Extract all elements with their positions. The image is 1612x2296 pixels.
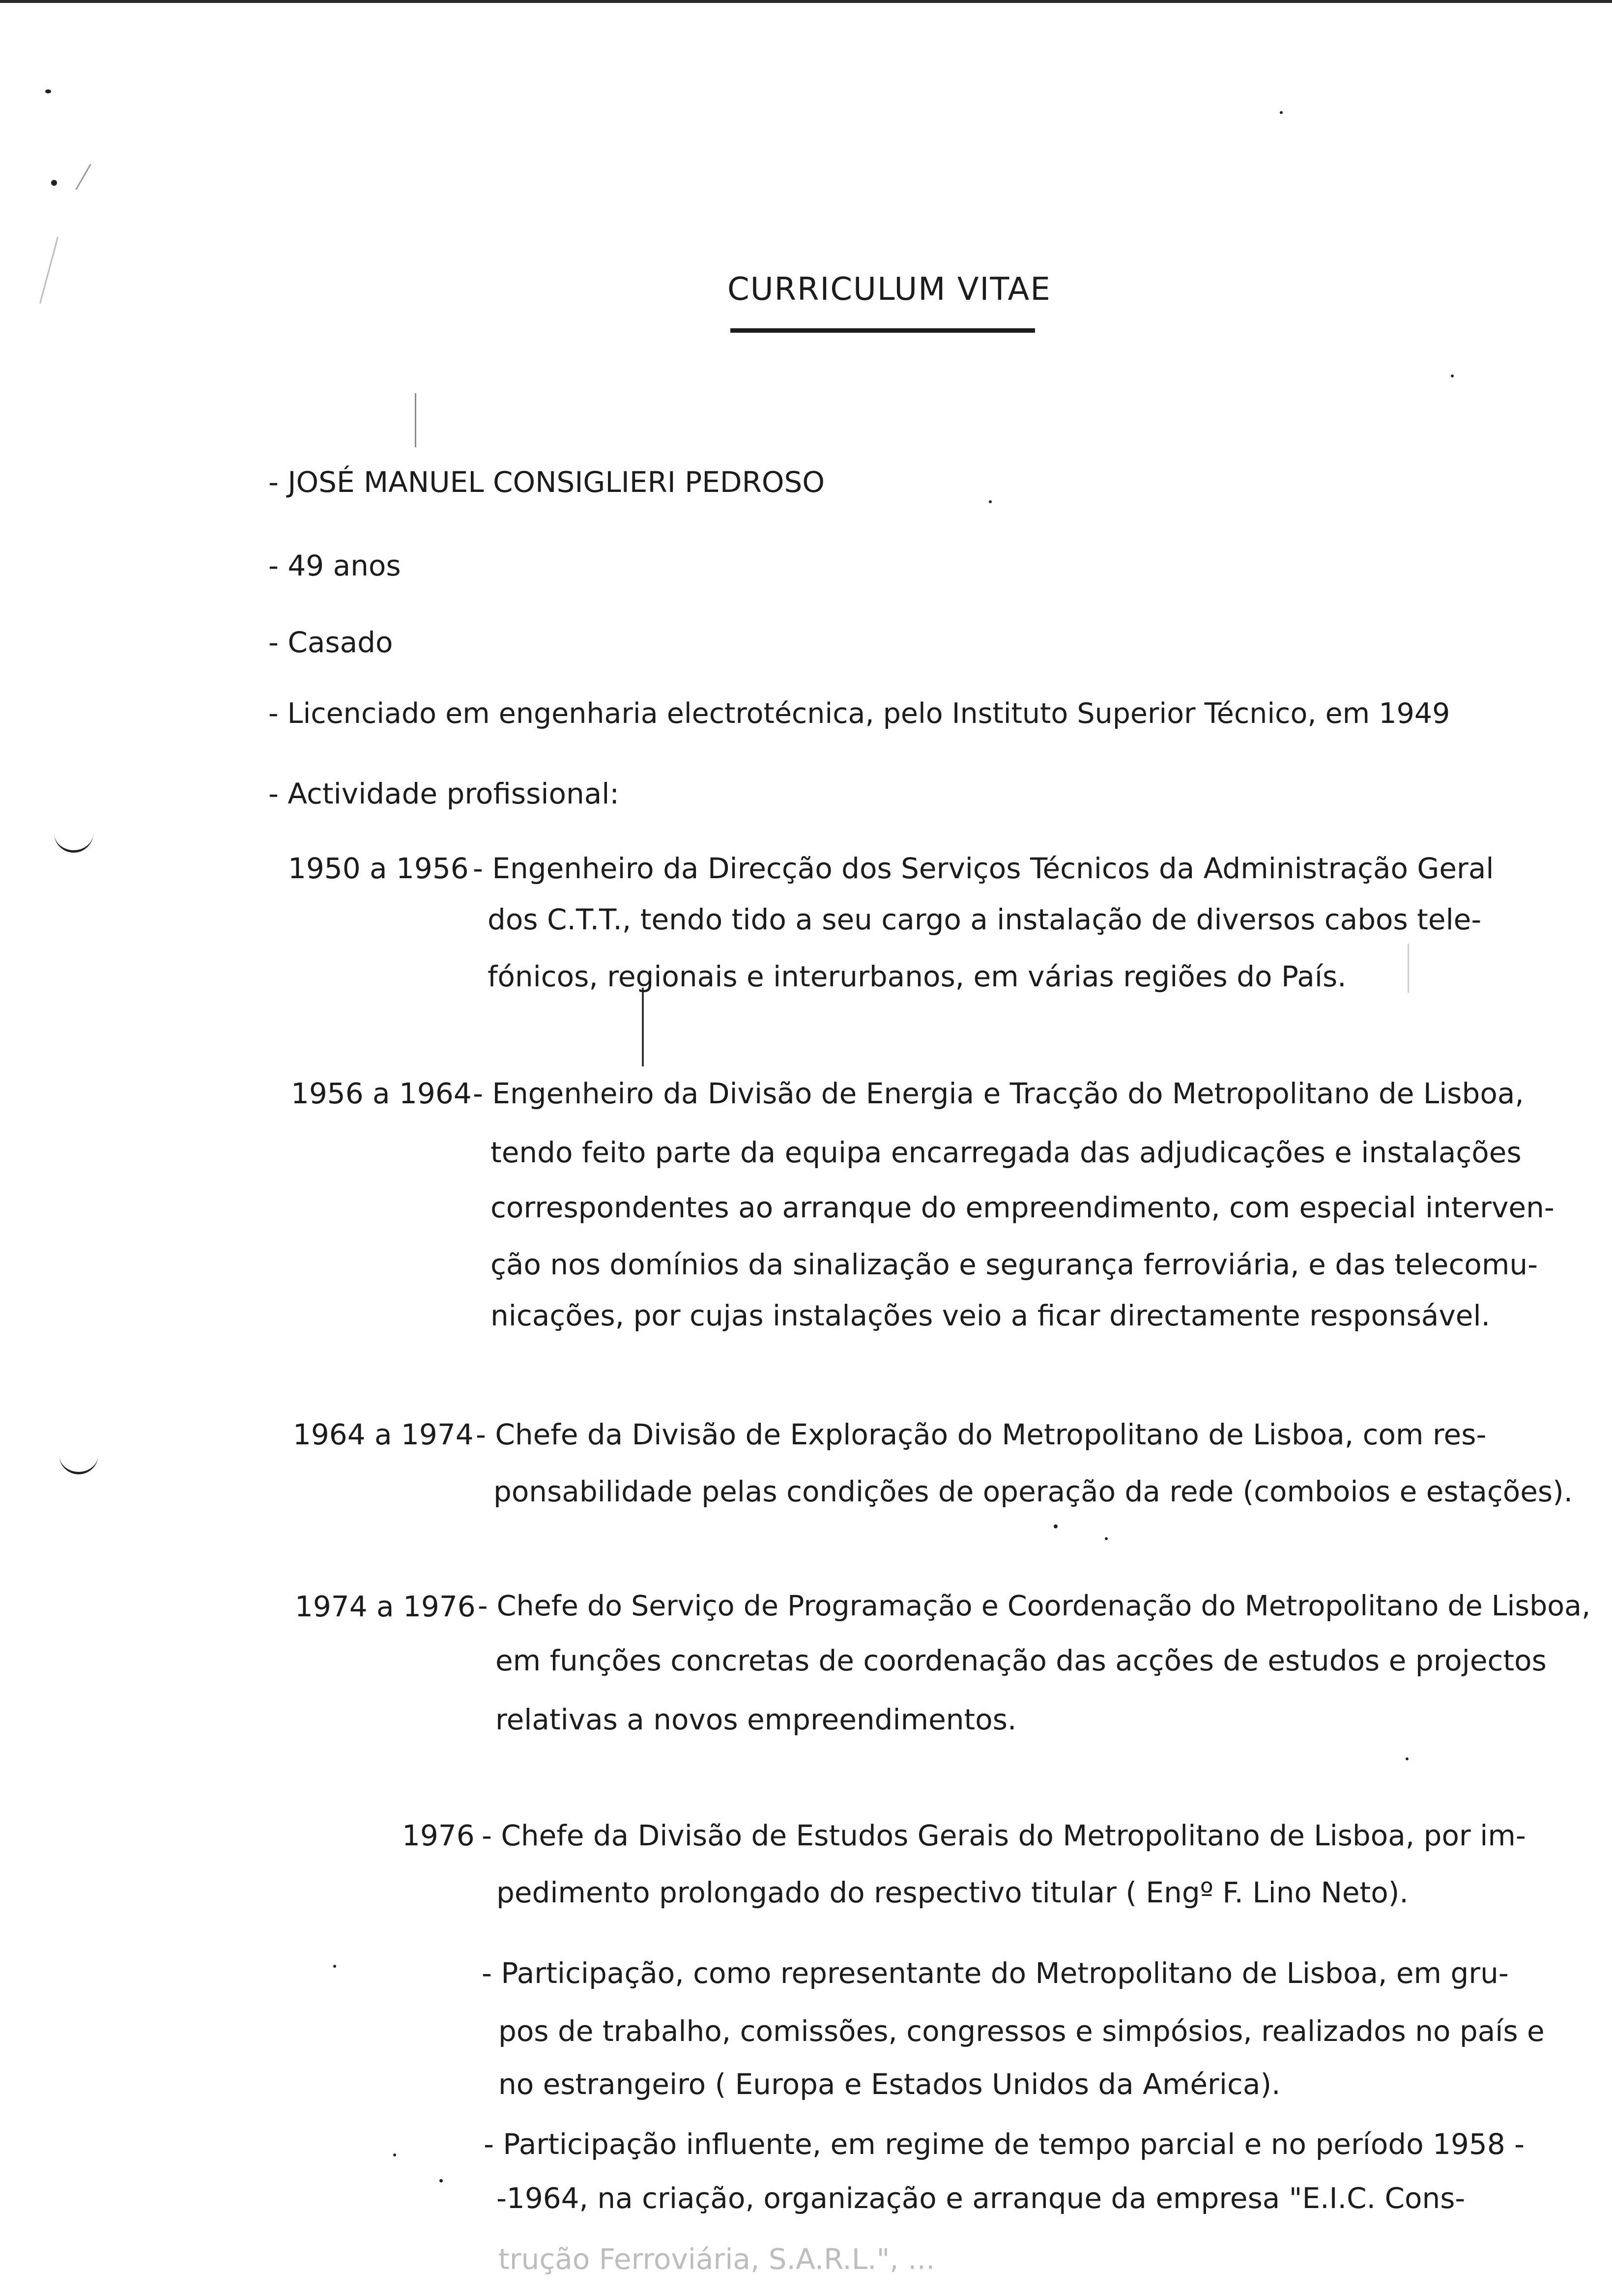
- speck: [439, 2179, 443, 2182]
- speck: [393, 2153, 396, 2156]
- entry-period: 1956 a 1964: [291, 1077, 472, 1110]
- title-underline: [730, 328, 1035, 333]
- entry-line: - Chefe da Divisão de Estudos Gerais do Metropolitano de Lisboa, por im-: [482, 1819, 1526, 1852]
- entry-period: 1964 a 1974: [293, 1418, 474, 1451]
- personal-degree: - Licenciado em engenharia electrotécnica, pelo Instituto Superior Técnico, em 1949: [268, 697, 1450, 730]
- personal-status: - Casado: [268, 626, 393, 659]
- scan-line: [75, 164, 91, 190]
- personal-activity-heading: - Actividade profissional:: [268, 777, 619, 810]
- faded-bottom-line: trução Ferroviária, S.A.R.L.", ...: [498, 2242, 935, 2276]
- entry-line: - Engenheiro da Direcção dos Serviços Técnicos da Administração Geral: [473, 852, 1494, 885]
- speck: [1406, 1757, 1409, 1760]
- speck: [1451, 374, 1454, 377]
- margin-curve-mark: [59, 1452, 98, 1474]
- margin-curve-mark: [54, 831, 93, 853]
- entry-line: tendo feito parte da equipa encarregada das adjudicações e instalações: [490, 1136, 1522, 1169]
- speck: [1105, 1537, 1108, 1540]
- participation-line: pos de trabalho, comissões, congressos e simpósios, realizados no país e: [498, 2014, 1545, 2048]
- entry-line: - Chefe do Serviço de Programação e Coordenação do Metropolitano de Lisboa,: [478, 1590, 1591, 1622]
- scan-line: [39, 237, 58, 304]
- entry-line: - Chefe da Divisão de Exploração do Metropolitano de Lisboa, com res-: [476, 1418, 1487, 1451]
- entry-line: correspondentes ao arranque do empreendimento, com especial interven-: [490, 1191, 1554, 1224]
- scan-line: [415, 393, 416, 447]
- page-top-border: [0, 0, 1612, 3]
- entry-line: pedimento prolongado do respectivo titular ( Engº F. Lino Neto).: [496, 1876, 1409, 1909]
- personal-name: - JOSÉ MANUEL CONSIGLIERI PEDROSO: [268, 465, 825, 499]
- speck: [1280, 111, 1283, 114]
- participation-line: no estrangeiro ( Europa e Estados Unidos da América).: [498, 2067, 1281, 2101]
- speck: [333, 1965, 336, 1968]
- speck: [45, 89, 51, 93]
- participation-line: - Participação, como representante do Metropolitano de Lisboa, em gru-: [482, 1956, 1509, 1990]
- entry-line: em funções concretas de coordenação das acções de estudos e projectos: [495, 1644, 1547, 1677]
- entry-line: dos C.T.T., tendo tido a seu cargo a instalação de diversos cabos tele-: [488, 903, 1482, 936]
- entry-period: 1976: [402, 1819, 475, 1852]
- entry-period: 1974 a 1976: [295, 1590, 476, 1623]
- participation-line: -1964, na criação, organização e arranque da empresa "E.I.C. Cons-: [496, 2181, 1466, 2215]
- entry-line: ção nos domínios da sinalização e segurança ferroviária, e das telecomu-: [490, 1248, 1538, 1281]
- entry-line: - Engenheiro da Divisão de Energia e Tracção do Metropolitano de Lisboa,: [473, 1077, 1524, 1110]
- entry-line: nicações, por cujas instalações veio a ficar directamente responsável.: [490, 1299, 1491, 1332]
- entry-line: fónicos, regionais e interurbanos, em várias regiões do País.: [488, 960, 1347, 993]
- entry-line: relativas a novos empreendimentos.: [495, 1703, 1017, 1736]
- speck: [989, 500, 992, 503]
- speck: [51, 180, 57, 186]
- speck: [1054, 1524, 1058, 1528]
- participation-line: - Participação influente, em regime de tempo parcial e no período 1958 -: [484, 2127, 1525, 2161]
- scan-line: [642, 988, 644, 1066]
- page-title: CURRICULUM VITAE: [727, 271, 1051, 308]
- scan-line: [1408, 944, 1409, 993]
- entry-line: ponsabilidade pelas condições de operação da rede (comboios e estações).: [493, 1475, 1573, 1508]
- entry-period: 1950 a 1956: [288, 852, 469, 885]
- personal-age: - 49 anos: [268, 549, 401, 582]
